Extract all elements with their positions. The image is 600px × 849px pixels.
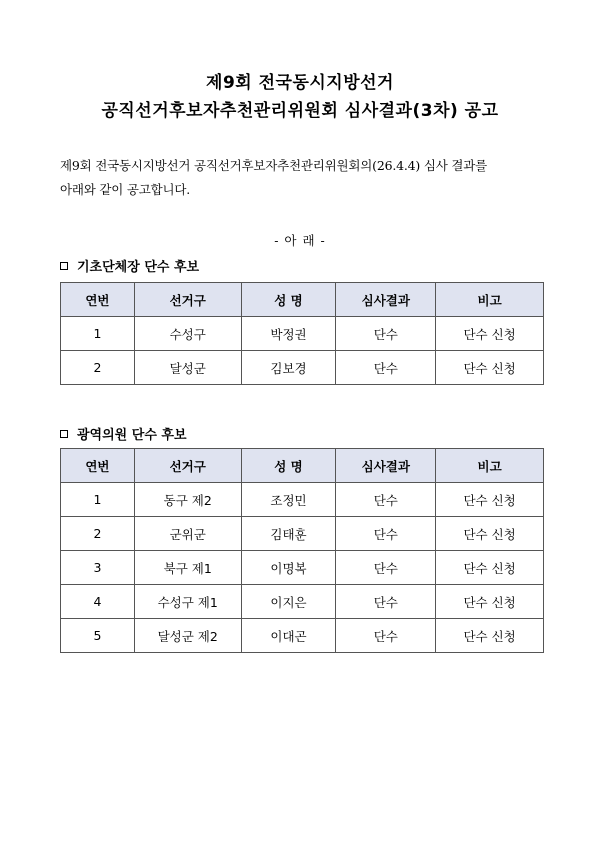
header-cell: 연번 — [61, 449, 135, 483]
intro-line1: 제9회 전국동시지방선거 공직선거후보자추천관리위원회의(26.4.4) 심사 결과를 — [60, 158, 488, 173]
cell-name: 조정민 — [241, 483, 336, 517]
cell-district: 달성군 — [134, 351, 241, 385]
table-row — [61, 351, 544, 385]
metro-council-candidates-table — [60, 448, 544, 653]
cell-district: 군위군 — [134, 517, 241, 551]
cell-name: 이지은 — [241, 585, 336, 619]
cell-result: 단수 — [336, 551, 436, 585]
header-cell: 성 명 — [241, 449, 336, 483]
cell-result: 단수 — [336, 351, 436, 385]
cell-district: 북구 제1 — [134, 551, 241, 585]
cell-district: 달성군 제2 — [134, 619, 241, 653]
cell-result: 단수 — [336, 517, 436, 551]
header-cell: 선거구 — [134, 449, 241, 483]
cell-result: 단수 — [336, 585, 436, 619]
cell-no: 1 — [61, 317, 135, 351]
notice-title-line1: 제9회 전국동시지방선거 — [206, 73, 394, 93]
cell-note: 단수 신청 — [436, 317, 544, 351]
cell-result: 단수 — [336, 483, 436, 517]
cell-name: 이대곤 — [241, 619, 336, 653]
table-row — [61, 483, 544, 517]
table-row — [61, 551, 544, 585]
cell-result: 단수 — [336, 619, 436, 653]
checkbox-square-icon — [60, 430, 68, 438]
header-cell: 심사결과 — [336, 449, 436, 483]
cell-note: 단수 신청 — [436, 351, 544, 385]
header-cell: 선거구 — [134, 283, 241, 317]
table-row — [61, 585, 544, 619]
cell-no: 3 — [61, 551, 135, 585]
cell-district: 수성구 — [134, 317, 241, 351]
cell-name: 이명복 — [241, 551, 336, 585]
header-cell: 비고 — [436, 449, 544, 483]
basic-head-candidates-table — [60, 282, 544, 385]
header-cell: 비고 — [436, 283, 544, 317]
cell-no: 2 — [61, 351, 135, 385]
section-heading-basic-head — [60, 256, 199, 275]
header-cell: 연번 — [61, 283, 135, 317]
section-title: 광역의원 단수 후보 — [77, 428, 187, 443]
cell-note: 단수 신청 — [436, 619, 544, 653]
cell-note: 단수 신청 — [436, 551, 544, 585]
intro-line2: 아래와 같이 공고합니다. — [60, 182, 191, 197]
section-title: 기초단체장 단수 후보 — [77, 260, 200, 275]
cell-district: 동구 제2 — [134, 483, 241, 517]
header-cell: 심사결과 — [336, 283, 436, 317]
checkbox-square-icon — [60, 262, 68, 270]
cell-note: 단수 신청 — [436, 483, 544, 517]
cell-name: 김태훈 — [241, 517, 336, 551]
cell-no: 2 — [61, 517, 135, 551]
table-header-row — [61, 449, 544, 483]
table-row — [61, 619, 544, 653]
center-mark: - 아 래 - — [274, 233, 326, 248]
cell-no: 1 — [61, 483, 135, 517]
cell-name: 김보경 — [241, 351, 336, 385]
cell-no: 5 — [61, 619, 135, 653]
cell-no: 4 — [61, 585, 135, 619]
cell-note: 단수 신청 — [436, 585, 544, 619]
notice-title-line2: 공직선거후보자추천관리위원회 심사결과(3차) 공고 — [101, 101, 499, 121]
table-row — [61, 317, 544, 351]
cell-district: 수성구 제1 — [134, 585, 241, 619]
header-cell: 성 명 — [241, 283, 336, 317]
cell-result: 단수 — [336, 317, 436, 351]
table-header-row — [61, 283, 544, 317]
section-heading-metro-council — [60, 424, 187, 443]
intro-paragraph — [60, 154, 540, 202]
table-row — [61, 517, 544, 551]
cell-note: 단수 신청 — [436, 517, 544, 551]
cell-name: 박정권 — [241, 317, 336, 351]
